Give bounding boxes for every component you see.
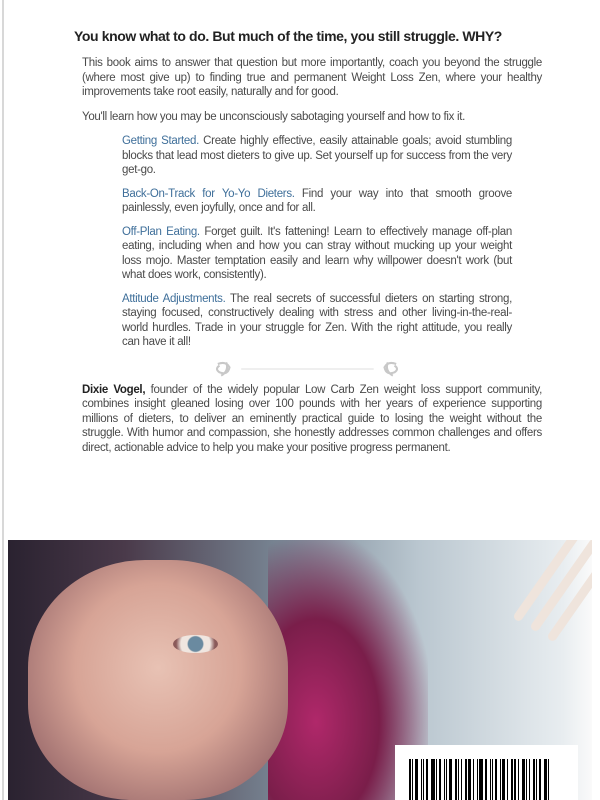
barcode-bar xyxy=(477,759,478,800)
barcode-bar xyxy=(518,759,519,800)
photo-face xyxy=(28,560,288,800)
intro-paragraph: This book aims to answer that question but more importantly, coach you beyond the struggle (where most give up) to finding true and permanent Weight Loss Zen, where your healthy improvements take root easily, naturally and for good. xyxy=(82,57,542,98)
bio-text: founder of the widely popular Low Carb Zen weight loss support community, combines insight gleaned losing over 100 pounds with her years of experience supporting millions of dieters, to deliver an eminently practical guide to losing the weight without the struggle. With humor and compassion, she honestly addresses common challenges and offers direct, actionable advice to help you make your positive progress permanent. xyxy=(82,383,543,454)
cover-text xyxy=(74,28,543,455)
bullet-text: Create highly effective, easily attainable goals; avoid stumbling blocks that lead most dieters to give up. Set yourself up for success from the very get-go. xyxy=(122,135,512,176)
barcode-bar xyxy=(485,759,487,800)
barcode-bar xyxy=(412,759,413,800)
bullet-text: Forget guilt. It's fattening! Learn to effectively manage off-plan eating, including when and how you can stray without mucking up your weight loss mojo. Master temptation easily and learn why willpower doesn't work (but what does work, consistently). xyxy=(122,225,512,281)
bullet-back-on-track xyxy=(122,187,512,216)
ornament-divider-icon xyxy=(192,359,422,379)
barcode-bar xyxy=(533,759,535,800)
barcode-bar xyxy=(423,759,424,800)
barcode-bar xyxy=(526,759,527,800)
barcode-bar xyxy=(436,759,437,800)
barcode-bar xyxy=(479,759,483,800)
barcode-bar xyxy=(449,759,452,800)
page-edge xyxy=(2,0,4,800)
barcode-bar xyxy=(455,759,457,800)
barcode-bar xyxy=(502,759,505,800)
barcode-bar xyxy=(522,759,525,800)
barcode-bar xyxy=(473,759,474,800)
barcode-bar xyxy=(514,759,516,800)
barcode-bar xyxy=(507,759,508,800)
barcode-bar xyxy=(446,759,447,800)
barcode-bar xyxy=(421,759,422,800)
bullet-off-plan-eating xyxy=(122,225,512,283)
barcode-bar xyxy=(511,759,513,800)
barcode-bars xyxy=(409,759,567,800)
bullet-title: Off-Plan Eating. xyxy=(122,225,200,238)
bullet-attitude-adjustments xyxy=(122,292,512,350)
bullet-text: The real secrets of successful dieters on starting strong, staying focused, constructively dealing with stress and other living-in-the-real-world hurdles. Trade in your struggle for Zen. With the right attitude, you really can have it all! xyxy=(122,292,512,348)
barcode-bar xyxy=(458,759,459,800)
bullet-getting-started xyxy=(122,134,512,178)
barcode-bar xyxy=(536,759,537,800)
barcode-bar xyxy=(444,759,445,800)
learn-paragraph: You'll learn how you may be unconsciously sabotaging yourself and how to fix it. xyxy=(82,110,466,123)
barcode xyxy=(395,745,578,800)
barcode-bar xyxy=(495,759,497,800)
barcode-bar xyxy=(500,759,501,800)
barcode-bar xyxy=(439,759,441,800)
barcode-bar xyxy=(529,759,530,800)
barcode-bar xyxy=(415,759,418,800)
photo-eye xyxy=(173,635,218,653)
barcode-bar xyxy=(539,759,541,800)
author-bio xyxy=(82,383,542,456)
bullet-title: Attitude Adjustments. xyxy=(122,292,226,305)
barcode-bar xyxy=(431,759,435,800)
barcode-bar xyxy=(409,759,411,800)
headline: You know what to do. But much of the time, you still struggle. WHY? xyxy=(74,28,502,44)
bullet-title: Getting Started. xyxy=(122,135,200,147)
barcode-bar xyxy=(492,759,493,800)
bullet-title: Back-On-Track for Yo-Yo Dieters. xyxy=(122,187,295,200)
bullet-text: Find your way into that smooth groove painlessly, even joyfully, once and for all. xyxy=(122,187,512,214)
barcode-bar xyxy=(544,759,547,800)
author-name: Dixie Vogel, xyxy=(82,383,146,396)
barcode-bar xyxy=(468,759,471,800)
barcode-bar xyxy=(426,759,428,800)
barcode-bar xyxy=(548,759,549,800)
barcode-bar xyxy=(465,759,467,800)
barcode-bar xyxy=(490,759,491,800)
barcode-bar xyxy=(461,759,462,800)
